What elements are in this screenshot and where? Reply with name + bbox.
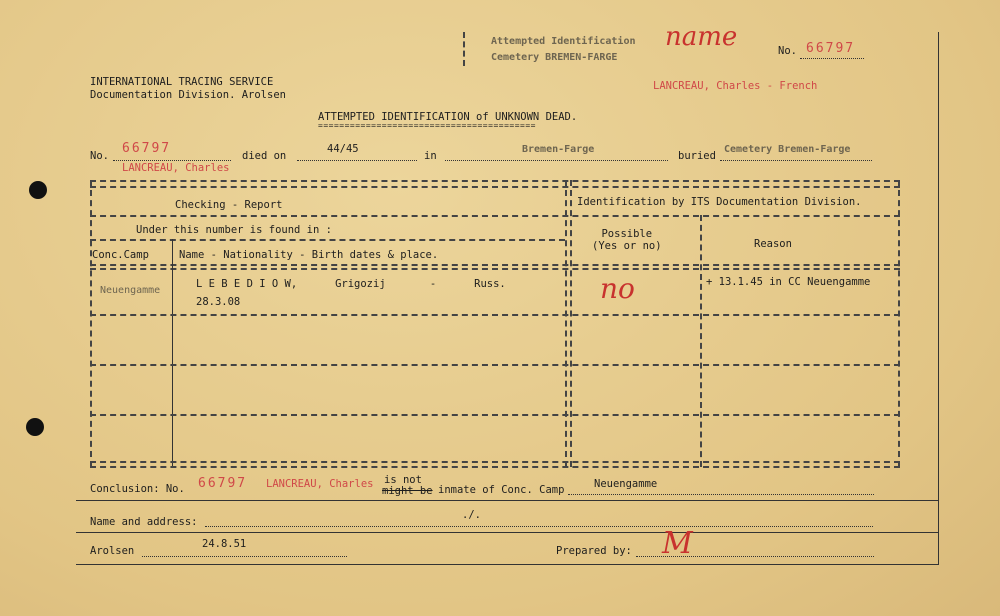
stamp-line-2: Cemetery BREMEN-FARGE [491,52,618,63]
place-value: Bremen-Farge [522,144,595,155]
table-left-border [90,180,92,467]
punch-hole-top [29,181,47,199]
stamp-handwritten-annotation: name [665,22,738,52]
table-subheader-divider [90,239,565,241]
conclusion-might-be: might be [382,485,433,497]
header-no-label: No. [778,45,797,57]
table-bottom-border [90,461,900,463]
record-no-value: 66797 [122,141,172,156]
buried-value: Cemetery Bremen-Farge [724,144,851,155]
camp-col-divider [172,239,173,467]
name-address-value: ./. [462,509,481,521]
name-address-label: Name and address: [90,516,198,528]
table-bottom-border-2 [90,466,900,468]
conclusion-camp: Neuengamme [594,478,658,490]
stamp-box-left-border [463,32,465,66]
footer-date: 24.8.51 [202,538,247,550]
in-label: in [424,150,437,162]
table-top-border [90,180,900,182]
prepared-by-signature: M [662,526,693,561]
conclusion-camp-dots [568,494,874,495]
buried-label: buried [678,150,716,162]
record-no-label: No. [90,150,109,162]
page-title: ATTEMPTED IDENTIFICATION of UNKNOWN DEAD. [318,111,578,123]
row-possible: no [600,272,635,305]
footer-date-dots [142,556,347,557]
col-header-possible: Possible (Yes or no) [592,228,662,252]
punch-hole-bottom [26,418,44,436]
checking-report-header: Checking - Report [175,199,283,211]
row-divider-3 [90,414,900,416]
buried-dots [720,160,872,161]
header-no-dots [800,58,864,59]
form-bottom-border [76,564,938,565]
table-top-border-2 [90,186,900,188]
col-header-name: Name - Nationality - Birth dates & place. [179,249,439,261]
place-dots [445,160,668,161]
row-reason: + 13.1.45 in CC Neuengamme [706,276,871,288]
stamp-line-1: Attempted Identification [491,36,636,47]
conclusion-no-value: 66797 [198,476,248,491]
row-divider-1 [90,314,900,316]
row-camp: Neuengamme [100,285,161,296]
name-address-dots [205,526,873,527]
footer-place: Arolsen [90,545,135,557]
row-name: L E B E D I O W, Grigozij - Russ. [196,278,506,290]
under-number-label: Under this number is found in : [136,224,332,236]
conclusion-label: Conclusion: No. [90,483,185,495]
table-mid-divider [565,180,567,467]
died-on-value: 44/45 [327,143,359,155]
org-name: INTERNATIONAL TRACING SERVICE [90,76,274,88]
header-name-nationality: LANCREAU, Charles - French [653,80,818,92]
conclusion-separator [76,500,938,501]
page-title-underline: ========================================= [318,121,536,130]
table-colheader-divider-2 [90,268,900,270]
record-name: LANCREAU, Charles [122,162,230,174]
row-divider-2 [90,364,900,366]
col-header-camp: Conc.Camp [92,249,149,261]
table-header-divider [90,215,900,217]
table-colheader-divider [90,264,900,266]
prepared-by-label: Prepared by: [556,545,632,557]
died-on-dots [297,160,417,161]
header-no-value: 66797 [806,41,856,56]
table-mid-divider-2 [570,180,572,467]
record-no-dots [113,160,231,161]
form-right-border [938,32,939,565]
table-right-border [898,180,900,467]
footer-separator [76,532,938,533]
row-birth: 28.3.08 [196,296,241,308]
org-division: Documentation Division. Arolsen [90,89,286,101]
identification-header: Identification by ITS Documentation Division. [577,196,862,208]
col-header-reason: Reason [754,238,792,250]
died-on-label: died on [242,150,287,162]
conclusion-rest: inmate of Conc. Camp [438,484,565,496]
conclusion-name: LANCREAU, Charles [266,478,374,490]
conclusion-is-not: is not [384,474,422,486]
possible-col-divider [700,215,702,467]
